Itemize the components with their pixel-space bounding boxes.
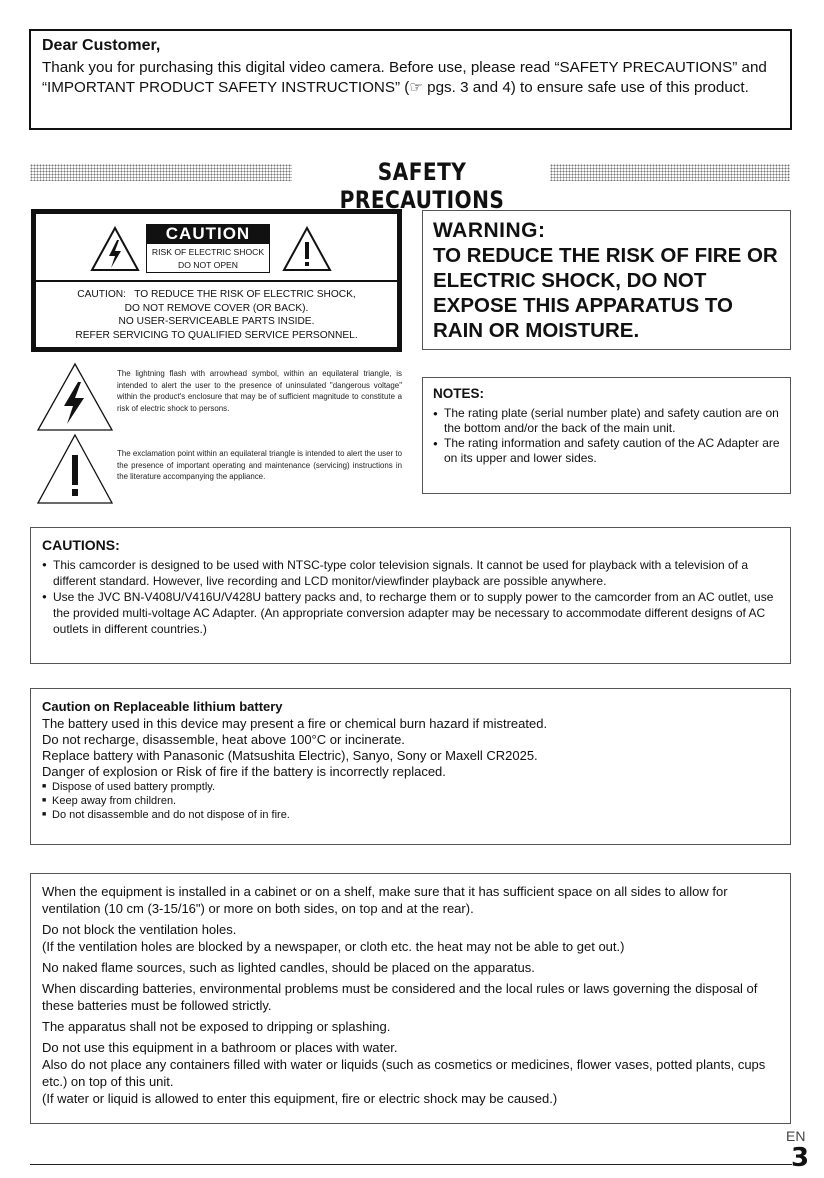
warning-box: [422, 210, 791, 350]
ventilation-paragraph: The apparatus shall not be exposed to dripping or splashing.: [42, 1019, 391, 1034]
banner-dots-left: [30, 164, 292, 181]
lithium-item: ■ Keep away from children.: [42, 794, 779, 808]
caution-sub-line1: RISK OF ELECTRIC SHOCK: [151, 247, 265, 257]
note-item: ● The rating information and safety caution of the AC Adapter are on its upper and lower sides.: [433, 436, 780, 466]
lithium-line: Replace battery with Panasonic (Matsushita Electric), Sanyo, Sony or Maxell CR2025.: [42, 748, 538, 763]
caution-item: ● This camcorder is designed to be used with NTSC-type color television signals. It cannot be used for playback with a television of a different standard. However, live recording and LCD monitor/viewfinder playback are possible anywhere.: [42, 557, 779, 589]
caution-header: CAUTION: [146, 224, 270, 243]
caution-label: [31, 209, 402, 352]
caution-item: ● Use the JVC BN-V408U/V416U/V428U battery packs and, to recharge them or to supply power to the camcorder from an AC outlet, use the provided multi-voltage AC Adapter. (An appropriate conversion adapter may be necessary to accommodate different designs of AC outlets in different countries.): [42, 589, 779, 637]
banner-dots-right: [550, 164, 790, 181]
notes-box: [422, 377, 791, 494]
warning-title: WARNING:: [433, 219, 546, 242]
lithium-battery-box: [30, 688, 791, 845]
lithium-title: Caution on Replaceable lithium battery: [42, 699, 283, 714]
ventilation-paragraph: When the equipment is installed in a cabinet or on a shelf, make sure that it has sufficient space on all sides to allow for ventilation (10 cm (3-15/16") or more on both sides, on top and at the rear).: [42, 884, 728, 916]
ventilation-paragraph: Do not use this equipment in a bathroom or places with water. Also do not place any containers filled with water or liquids (such as cosmetics or medicines, flower vases, potted plants, cups etc.) on top of this unit. (If water or liquid is allowed to enter this equipment, fire or electric shock may be caused.): [42, 1040, 766, 1106]
page-number: 3: [791, 1143, 810, 1173]
language-tag: EN: [786, 1128, 806, 1144]
note-item: ● The rating plate (serial number plate) and safety caution are on the bottom and/or the back of the main unit.: [433, 406, 780, 436]
ventilation-paragraph: Do not block the ventilation holes. (If the ventilation holes are blocked by a newspaper, or cloth etc. the heat may not be able to get out.): [42, 922, 625, 954]
caution-line1: CAUTION: TO REDUCE THE RISK OF ELECTRIC SHOCK,: [77, 289, 356, 300]
lithium-line: The battery used in this device may present a fire or chemical burn hazard if mistreated.: [42, 716, 548, 731]
ventilation-paragraph: No naked flame sources, such as lighted candles, should be placed on the apparatus.: [42, 960, 535, 975]
caution-label-text: [36, 288, 397, 342]
exclamation-symbol-explanation: The exclamation point within an equilateral triangle is intended to alert the user to the presence of important operating and maintenance (servicing) instructions in the literature accompanying the appliance.: [117, 449, 402, 482]
safety-precautions-title: SAFETY PRECAUTIONS: [339, 158, 505, 214]
ventilation-paragraph: When discarding batteries, environmental problems must be considered and the local rules or laws governing the disposal of these batteries must be followed strictly.: [42, 981, 758, 1013]
lightning-triangle-icon: [36, 362, 114, 432]
caution-line4: REFER SERVICING TO QUALIFIED SERVICE PERSONNEL.: [75, 329, 358, 341]
caution-divider: [36, 280, 397, 282]
safety-precautions-banner: [30, 158, 790, 214]
cautions-box: [30, 527, 791, 664]
caution-line3: NO USER-SERVICEABLE PARTS INSIDE.: [118, 316, 315, 327]
exclamation-warning-icon: [282, 226, 332, 272]
lithium-item: ■ Dispose of used battery promptly.: [42, 780, 779, 794]
dear-customer-text: Thank you for purchasing this digital video camera. Before use, please read “SAFETY PRECAUTIONS” and “IMPORTANT PRODUCT SAFETY INSTRUCTIONS” (☞ pgs. 3 and 4) to ensure safe use of this product.: [42, 59, 767, 96]
ventilation-box: [30, 873, 791, 1124]
caution-line2: DO NOT REMOVE COVER (OR BACK).: [124, 302, 309, 314]
dear-customer-title: Dear Customer,: [42, 37, 161, 54]
lithium-line: Danger of explosion or Risk of fire if the battery is incorrectly replaced.: [42, 764, 446, 779]
dear-customer-box: [29, 29, 792, 130]
footer-rule: [30, 1164, 792, 1165]
cautions-title: CAUTIONS:: [42, 537, 120, 553]
lithium-line: Do not recharge, disassemble, heat above 100°C or incinerate.: [42, 732, 405, 747]
exclamation-triangle-icon: [36, 433, 114, 505]
warning-text: TO REDUCE THE RISK OF FIRE OR ELECTRIC SHOCK, DO NOT EXPOSE THIS APPARATUS TO RAIN OR MOISTURE.: [433, 244, 778, 342]
lightning-warning-icon: [90, 226, 140, 272]
caution-subheader: [146, 243, 270, 273]
lightning-symbol-explanation: The lightning flash with arrowhead symbol, within an equilateral triangle, is intended to alert the user to the presence of uninsulated "dangerous voltage" within the product's enclosure that may be of sufficient magnitude to constitute a risk of electric shock to persons.: [117, 369, 402, 413]
caution-sub-line2: DO NOT OPEN: [177, 260, 238, 270]
lithium-item: ■ Do not disassemble and do not dispose of in fire.: [42, 808, 779, 822]
notes-title: NOTES:: [433, 386, 485, 401]
